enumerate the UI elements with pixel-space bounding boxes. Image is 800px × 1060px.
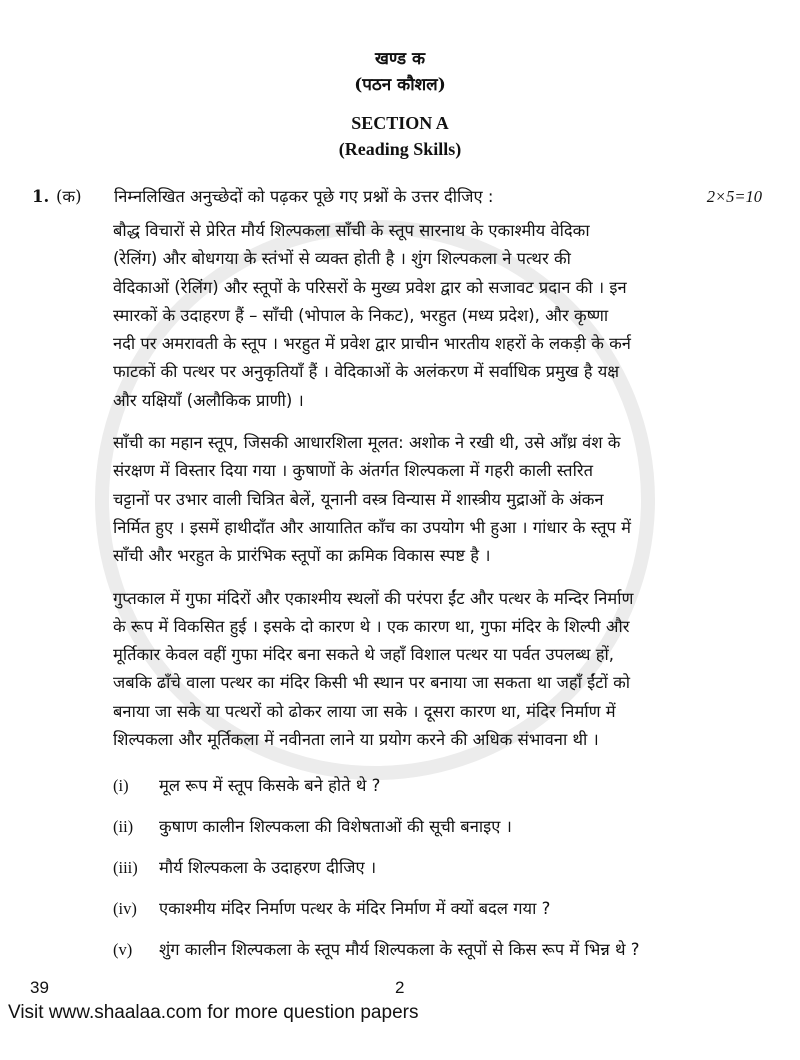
sub-question-text: शुंग कालीन शिल्पकला के स्तूप मौर्य शिल्पकला के स्तूपों से किस रूप में भिन्न थे ? <box>159 940 640 960</box>
sub-question-text: कुषाण कालीन शिल्पकला की विशेषताओं की सूची बनाइए । <box>159 817 512 837</box>
question-header <box>32 184 762 207</box>
sub-question <box>113 895 760 923</box>
sub-question-number: (iv) <box>113 899 137 919</box>
passage-line: (रेलिंग) और बोधगया के स्तंभों से व्यक्त होती है । शुंग शिल्पकला ने पत्थर की <box>113 249 571 269</box>
question-instruction: निम्नलिखित अनुच्छेदों को पढ़कर पूछे गए प्रश्नों के उत्तर दीजिए : <box>114 187 494 206</box>
page-footer <box>0 978 800 1030</box>
sub-question-number: (v) <box>113 940 133 960</box>
passage-line: चट्टानों पर उभार वाली चित्रित बेलें, यूनानी वस्त्र विन्यास में शास्त्रीय मुद्राओं के अंकन <box>113 489 604 509</box>
passage-line: निर्मित हुए । इसमें हाथीदाँत और आयातित काँच का उपयोग भी हुआ । गांधार के स्तूप में <box>113 517 631 537</box>
sub-question-number: (ii) <box>113 817 134 837</box>
sub-question-text: मौर्य शिल्पकला के उदाहरण दीजिए । <box>159 858 377 878</box>
passage-line: बनाया जा सके या पत्थरों को ढोकर लाया जा सके । दूसरा कारण था, मंदिर निर्माण में <box>113 701 616 721</box>
passage-line: संरक्षण में विस्तार दिया गया । कुषाणों के अंतर्गत शिल्पकला में गहरी काली स्तरित <box>113 461 594 481</box>
passage-paragraph <box>113 429 760 570</box>
passage-line: मूर्तिकार केवल वहीं गुफा मंदिर बना सकते थे जहाँ विशाल पत्थर या पर्वत उपलब्ध हों, <box>113 645 614 665</box>
sub-question <box>113 854 760 882</box>
passage-line: साँची का महान स्तूप, जिसकी आधारशिला मूलत: अशोक ने रखी थी, उसे आँध्र वंश के <box>113 433 621 453</box>
sub-question-number: (iii) <box>113 858 138 878</box>
passage-line: के रूप में विकसित हुई । इसके दो कारण थे । एक कारण था, गुफा मंदिर के शिल्पी और <box>113 616 630 636</box>
passage-line: साँची और भरहुत के प्रारंभिक स्तूपों का क्रमिक विकास स्पष्ट है । <box>113 546 491 566</box>
passage-line: और यक्षियाँ (अलौकिक प्राणी) । <box>113 390 304 410</box>
question-marks: 2×5=10 <box>706 187 762 206</box>
passage-line: नदी पर अमरावती के स्तूप । भरहुत में प्रवेश द्वार प्राचीन भारतीय शहरों के लकड़ी के कर्न <box>113 334 631 354</box>
section-title-hindi: खण्ड क <box>374 49 426 69</box>
section-title: SECTION A <box>351 113 449 133</box>
sub-question-number: (i) <box>113 776 129 796</box>
passage-line: बौद्ध विचारों से प्रेरित मौर्य शिल्पकला साँची के स्तूप सारनाथ के एकाश्मीय वेदिका <box>113 221 590 240</box>
passage-line: जबकि ढाँचे वाला पत्थर का मंदिर किसी भी स्थान पर बनाया जा सकता था जहाँ ईंटों को <box>113 673 631 693</box>
sub-question <box>113 772 760 800</box>
footer-link[interactable]: Visit www.shaalaa.com for more question papers <box>8 1002 419 1024</box>
passage-line: स्मारकों के उदाहरण हैं – साँची (भोपाल के निकट), भरहुत (मध्य प्रदेश), और कृष्णा <box>113 305 609 325</box>
section-subtitle: (Reading Skills) <box>338 139 462 159</box>
passage-body <box>113 217 760 964</box>
section-subtitle-hindi: (पठन कौशल) <box>354 75 446 95</box>
passage-line: गुप्तकाल में गुफा मंदिरों और एकाश्मीय स्थलों की परंपरा ईंट और पत्थर के मन्दिर निर्माण <box>113 588 634 608</box>
passage-line: शिल्पकला और मूर्तिकला में नवीनता लाने या प्रयोग करने की अधिक संभावना थी । <box>113 730 599 750</box>
paper-code: 39 <box>30 978 49 998</box>
passage-line: फाटकों की पत्थर पर अनुकृतियाँ हैं । वेदिकाओं के अलंकरण में सर्वाधिक प्रमुख है यक्ष <box>113 362 620 382</box>
sub-question-text: एकाश्मीय मंदिर निर्माण पत्थर के मंदिर निर्माण में क्यों बदल गया ? <box>159 899 551 919</box>
passage-paragraph <box>113 585 760 755</box>
page-number: 2 <box>395 978 405 998</box>
question-sub-label: (क) <box>56 187 82 206</box>
sub-question <box>113 813 760 841</box>
sub-question <box>113 936 760 964</box>
passage-line: वेदिकाओं (रेलिंग) और स्तूपों के परिसरों के मुख्य प्रवेश द्वार को सजावट प्रदान की । इन <box>113 277 627 297</box>
question-number: 1. <box>32 187 50 206</box>
sub-question-text: मूल रूप में स्तूप किसके बने होते थे ? <box>159 776 381 796</box>
passage-paragraph <box>113 217 760 415</box>
